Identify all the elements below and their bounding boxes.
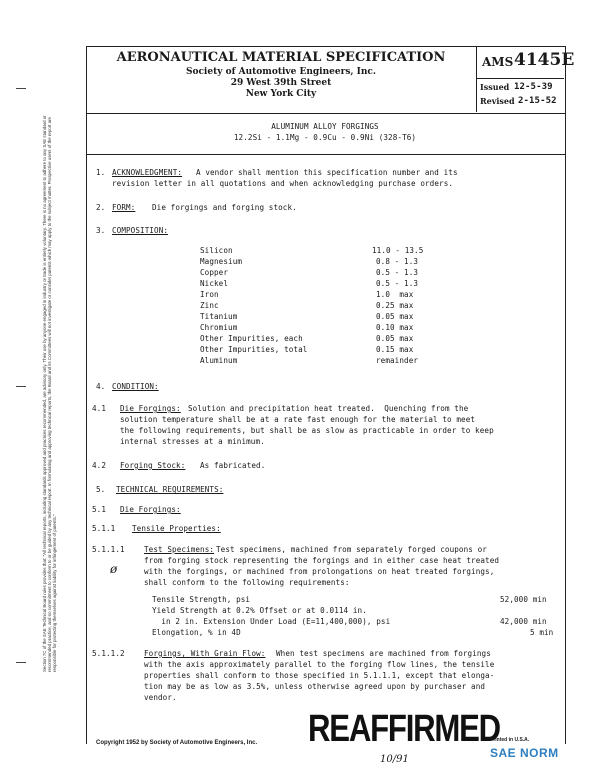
section-text: with the axis approximately parallel to the forging flow lines, the tensile bbox=[144, 660, 495, 669]
margin-tick bbox=[16, 386, 26, 387]
section-heading-forging-stock: Forging Stock: bbox=[120, 461, 186, 470]
composition-value: 1.0 max bbox=[376, 290, 414, 299]
composition-element: Copper bbox=[200, 268, 229, 277]
composition-value: 0.05 max bbox=[376, 334, 414, 343]
ams-number: 4145E bbox=[514, 50, 575, 70]
composition-value: 11.0 - 13.5 bbox=[372, 246, 424, 255]
margin-change-mark: ø bbox=[110, 562, 118, 576]
stamp-date: 10/91 bbox=[380, 754, 409, 765]
org-name: Society of Automotive Engineers, Inc. bbox=[185, 67, 377, 77]
section-heading-tensile-properties: Tensile Properties: bbox=[132, 524, 221, 533]
property-label: Tensile Strength, psi bbox=[152, 595, 251, 604]
section-heading-technical-requirements: TECHNICAL REQUIREMENTS: bbox=[116, 485, 224, 494]
section-text: tion may be as low as 3.5%, unless otherwise agreed upon by purchaser and bbox=[144, 682, 486, 691]
section-number: 5.1.1.2 bbox=[92, 649, 125, 658]
composition-element: Magnesium bbox=[200, 257, 243, 266]
section-number: 1. bbox=[96, 168, 106, 177]
section-heading-test-specimens: Test Specimens: bbox=[144, 545, 215, 554]
composition-element: Nickel bbox=[200, 279, 229, 288]
section-text: properties shall conform to those specified in 5.1.1.1, except that elonga- bbox=[144, 671, 495, 680]
composition-element: Titanium bbox=[200, 312, 238, 321]
composition-value: 0.25 max bbox=[376, 301, 414, 310]
sidebar-legal-note bbox=[42, 112, 62, 672]
composition-element: Other Impurities, total bbox=[200, 345, 308, 354]
section-heading-form: FORM: bbox=[112, 203, 136, 212]
section-number: 5.1.1.1 bbox=[92, 545, 125, 554]
section-number: 5.1 bbox=[92, 505, 107, 514]
sae-norm-logo: SAE NORM bbox=[490, 746, 559, 760]
section-heading-composition: COMPOSITION: bbox=[112, 226, 169, 235]
property-label: Yield Strength at 0.2% Offset or at 0.0114 in. bbox=[152, 606, 367, 615]
composition-element: Other Impurities, each bbox=[200, 334, 303, 343]
section-number: 4.1 bbox=[92, 404, 107, 413]
ams-divider bbox=[476, 78, 564, 79]
composition-value: 0.05 max bbox=[376, 312, 414, 321]
section-heading-condition: CONDITION: bbox=[112, 382, 159, 391]
section-number: 3. bbox=[96, 226, 106, 235]
issued-date: 12-5-39 bbox=[514, 82, 553, 92]
composition-element: Aluminum bbox=[200, 356, 238, 365]
property-label: Elongation, % in 4D bbox=[152, 628, 241, 637]
composition-element: Iron bbox=[200, 290, 219, 299]
section-number: 5.1.1 bbox=[92, 524, 116, 533]
section-heading-acknowledgment: ACKNOWLEDGMENT: bbox=[112, 168, 183, 177]
section-text: internal stresses at a minimum. bbox=[120, 437, 265, 446]
composition-value: 0.10 max bbox=[376, 323, 414, 332]
revised-label: Revised bbox=[480, 96, 515, 106]
section-number: 2. bbox=[96, 203, 106, 212]
composition-element: Zinc bbox=[200, 301, 219, 310]
section-heading-die-forgings: Die Forgings: bbox=[120, 505, 181, 514]
section-text: shall conform to the following requirements: bbox=[144, 578, 350, 587]
property-label: in 2 in. Extension Under Load (E=11,400,000), psi bbox=[152, 617, 391, 626]
margin-tick bbox=[16, 662, 26, 663]
printed-notice: Printed in U.S.A. bbox=[490, 737, 530, 743]
header-divider bbox=[476, 46, 477, 112]
composition-value: 0.5 - 1.3 bbox=[376, 268, 419, 277]
composition-value: 0.5 - 1.3 bbox=[376, 279, 419, 288]
section-text: from forging stock representing the forgings and in either case heat treated bbox=[144, 556, 500, 565]
section-text: with the forgings, or machined from prolongations on heat treated forgings, bbox=[144, 567, 495, 576]
composition-value: remainder bbox=[376, 356, 419, 365]
section-text: Test specimens, machined from separately forged coupons or bbox=[216, 545, 487, 554]
composition-value: 0.8 - 1.3 bbox=[376, 257, 419, 266]
revised-date: 2-15-52 bbox=[518, 96, 557, 106]
issued-label: Issued bbox=[480, 82, 510, 92]
section-text: the following requirements, but shall be as slow as practicable in order to keep bbox=[120, 426, 494, 435]
section-text: A vendor shall mention this specification number and its bbox=[196, 168, 458, 177]
section-number: 4. bbox=[96, 382, 106, 391]
section-text: vendor. bbox=[144, 693, 177, 702]
section-heading-grain-flow: Forgings, With Grain Flow: bbox=[144, 649, 266, 658]
property-value: 42,000 min bbox=[500, 617, 547, 626]
composition-value: 0.15 max bbox=[376, 345, 414, 354]
ams-prefix: AMS bbox=[482, 55, 514, 69]
section-text: When test specimens are machined from forgings bbox=[276, 649, 491, 658]
org-city: New York City bbox=[245, 89, 317, 99]
section-text: revision letter in all quotations and when acknowledging purchase orders. bbox=[112, 179, 454, 188]
section-text: As fabricated. bbox=[200, 461, 266, 470]
property-value: 5 min bbox=[530, 628, 554, 637]
section-text: Die forgings and forging stock. bbox=[152, 203, 297, 212]
org-address: 29 West 39th Street bbox=[230, 78, 332, 88]
copyright-notice: Copyright 1952 by Society of Automotive Engineers, Inc. bbox=[96, 740, 258, 746]
composition-element: Silicon bbox=[200, 246, 233, 255]
spec-title-line2: 12.2Si - 1.1Mg - 0.9Cu - 0.9Ni (328-T6) bbox=[233, 133, 417, 142]
spec-title-line1: ALUMINUM ALLOY FORGINGS bbox=[271, 122, 379, 131]
section-text: solution temperature shall be at a rate fast enough for the material to meet bbox=[120, 415, 476, 424]
property-value: 52,000 min bbox=[500, 595, 547, 604]
reaffirmed-stamp: REAFFIRMED bbox=[308, 708, 500, 750]
section-number: 5. bbox=[96, 485, 106, 494]
section-heading-die-forgings: Die Forgings: bbox=[120, 404, 181, 413]
margin-tick bbox=[16, 88, 26, 89]
composition-element: Chromium bbox=[200, 323, 238, 332]
doc-title: AERONAUTICAL MATERIAL SPECIFICATION bbox=[116, 50, 446, 65]
section-text: Solution and precipitation heat treated. Quenching from the bbox=[188, 404, 469, 413]
sidebar-note-text: Section 7C of the SAE Technical Board rules provides that: "All technical reports, including standards approved and practices recommended, are advisory only. Their use by anyone engaged in industry or trade is entirely voluntary. There is no agreement to adhere to any SAE standard or recommended practice, and no commitment to conform to or be guided by any technical report. In formulating and approving technical reports, the Board and its Committees will not investigate or consider patents which may apply to the subject matter. Prospective users of the report are responsible for protecting themselves against liability for infringement of patents." bbox=[42, 115, 57, 672]
section-number: 4.2 bbox=[92, 461, 107, 470]
